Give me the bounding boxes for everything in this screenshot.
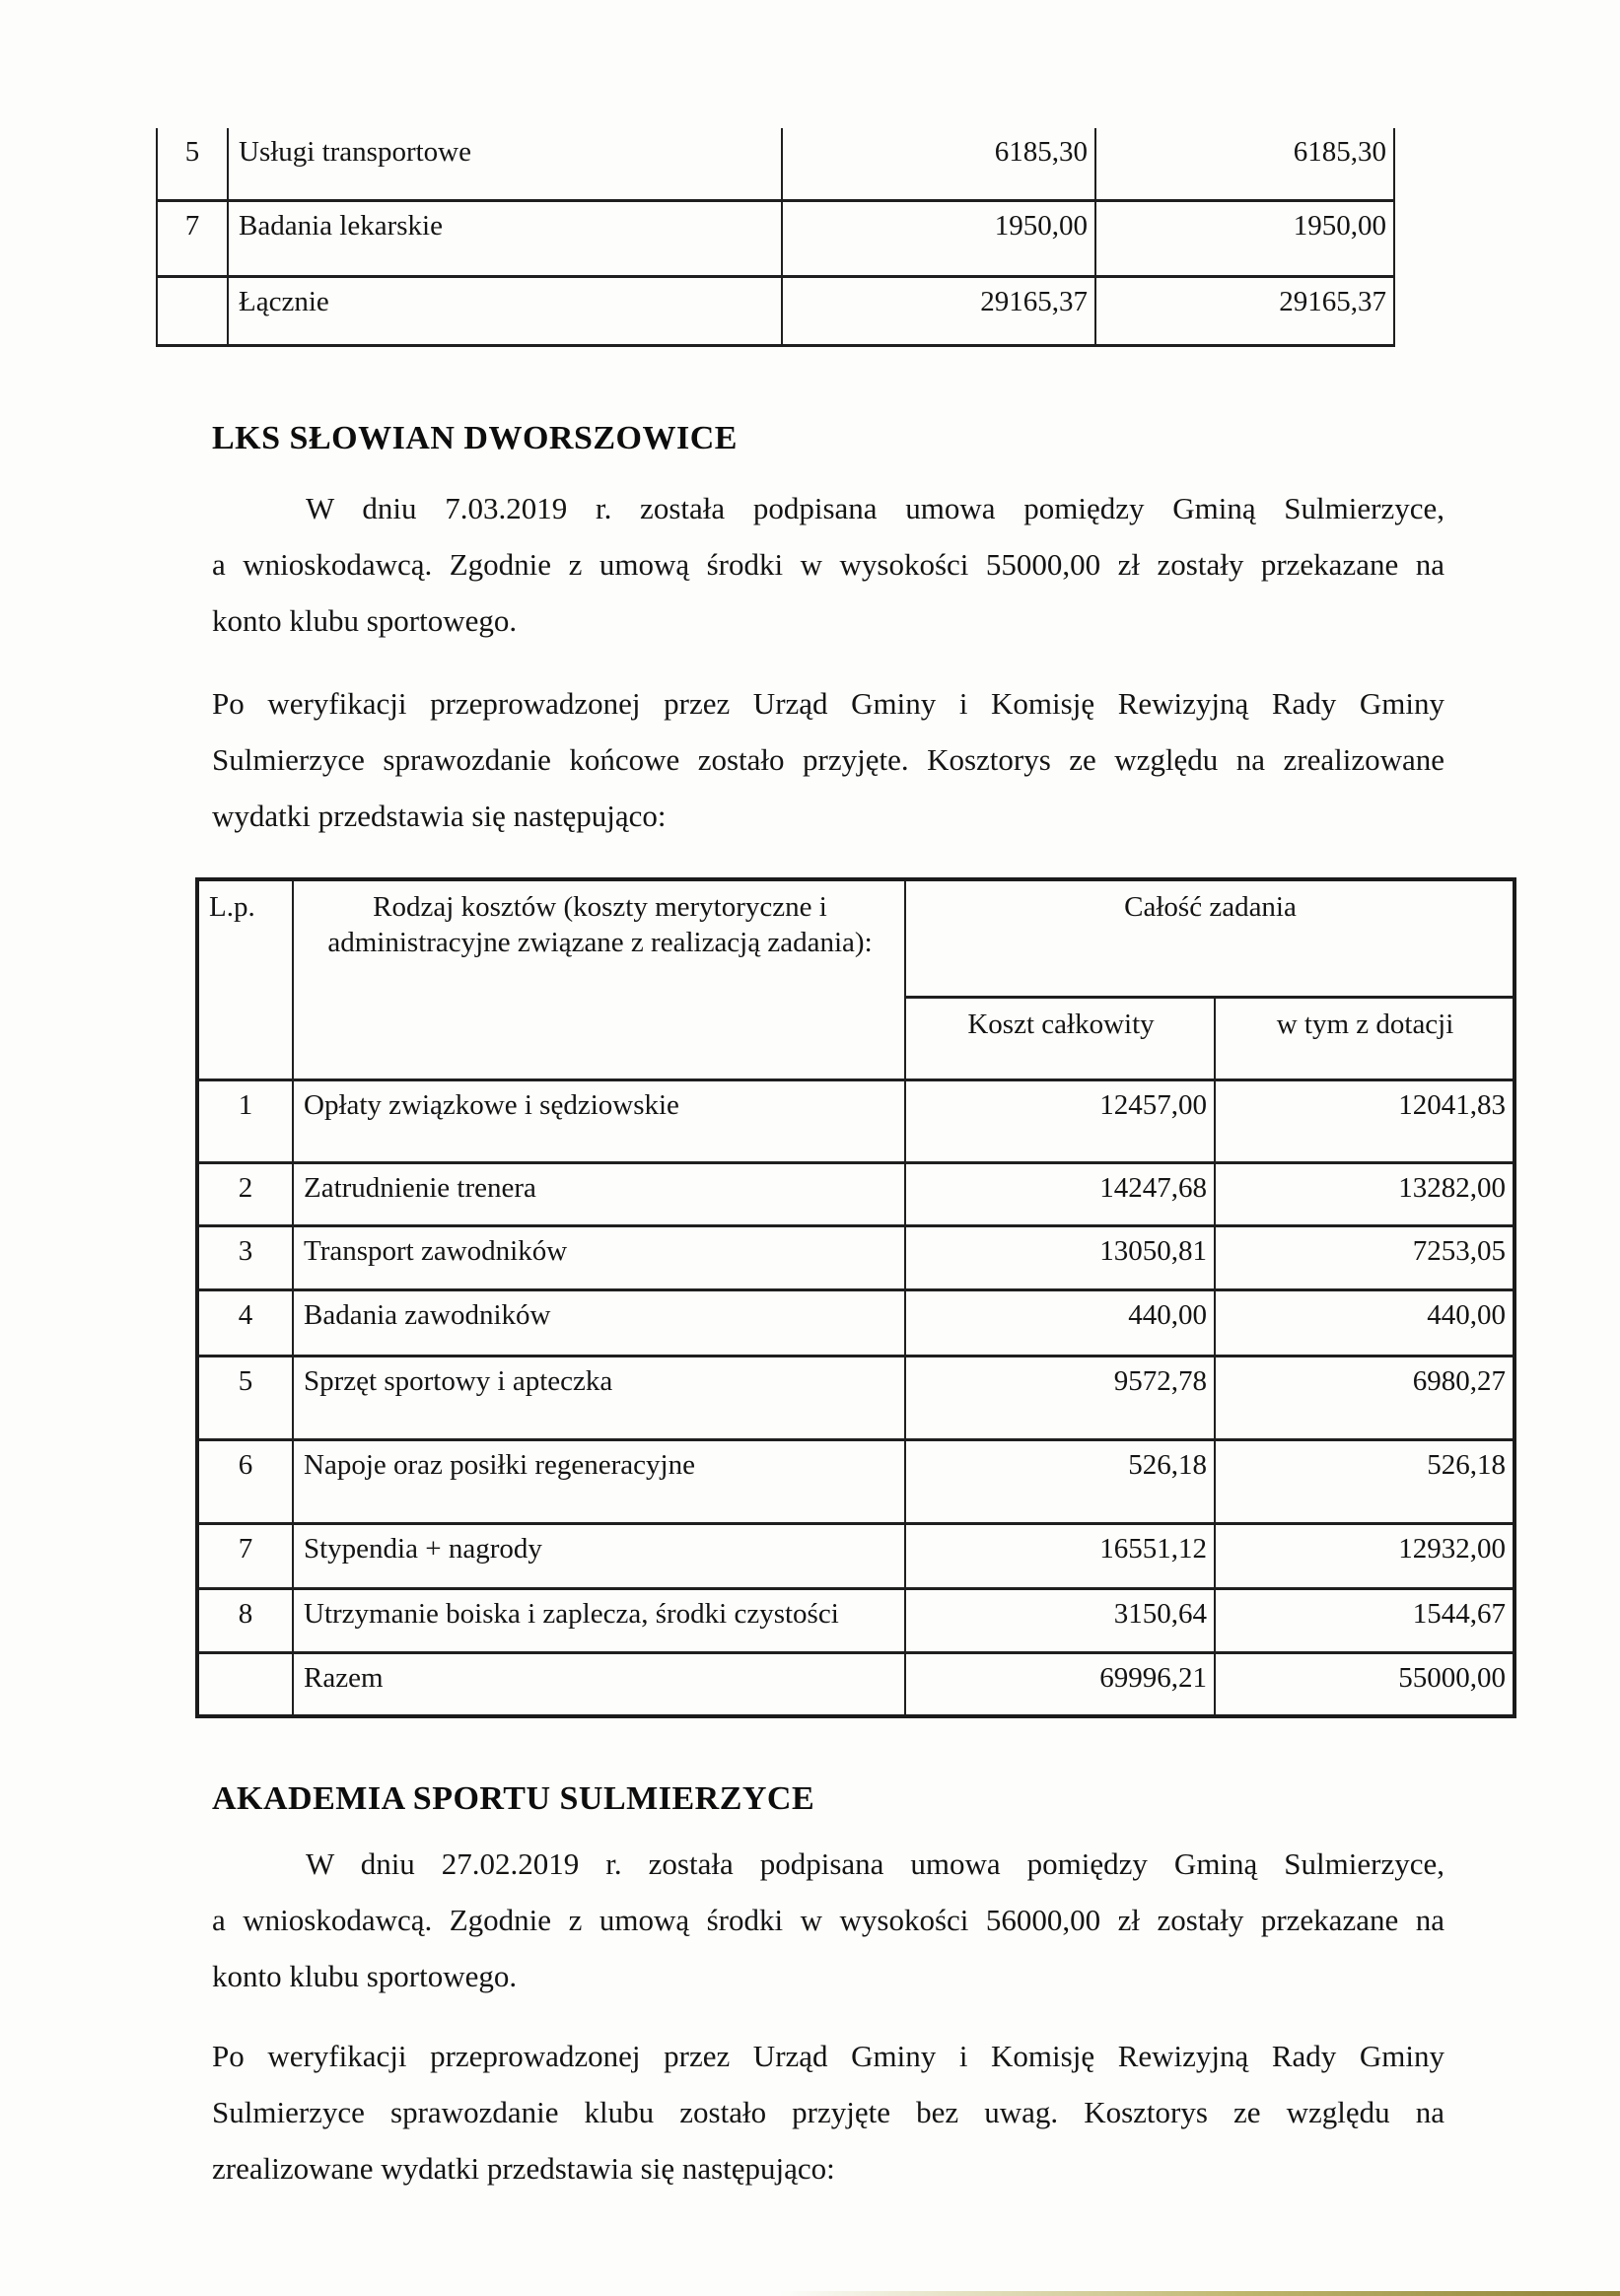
cost-label: Napoje oraz posiłki regeneracyjne — [293, 1440, 905, 1524]
cost-dotacja: 526,18 — [1215, 1440, 1514, 1524]
cost-label: Sprzęt sportowy i apteczka — [293, 1357, 905, 1440]
cost-dotacja: 7253,05 — [1215, 1226, 1514, 1290]
header-w-tym-z-dotacji: w tym z dotacji — [1215, 998, 1514, 1080]
cost-dotacja: 12932,00 — [1215, 1524, 1514, 1589]
header-group-calosc-zadania: Całość zadania — [905, 879, 1514, 998]
table-row — [197, 1163, 1514, 1226]
cost-label: Badania lekarskie — [228, 200, 782, 276]
cost-dotacja: 29165,37 — [1095, 276, 1394, 345]
cost-label: Stypendia + nagrody — [293, 1524, 905, 1589]
row-number: 6 — [197, 1440, 293, 1524]
cost-label: Utrzymanie boiska i zaplecza, środki czystości — [293, 1589, 905, 1653]
continued-cost-table — [156, 128, 1395, 347]
cost-label: Zatrudnienie trenera — [293, 1163, 905, 1226]
cost-total: 69996,21 — [905, 1653, 1215, 1716]
cost-estimate-table-grid — [195, 877, 1516, 1718]
cost-total: 526,18 — [905, 1440, 1215, 1524]
cost-total: 29165,37 — [782, 276, 1095, 345]
table-row-total — [157, 276, 1394, 345]
table-row — [197, 1440, 1514, 1524]
table-header-row — [197, 879, 1514, 998]
cost-total: 16551,12 — [905, 1524, 1215, 1589]
table-row — [197, 1226, 1514, 1290]
table-row — [157, 200, 1394, 276]
table-row — [197, 1524, 1514, 1589]
cost-dotacja: 55000,00 — [1215, 1653, 1514, 1716]
continued-cost-table-grid — [156, 128, 1395, 347]
paragraph-line: konto klubu sportowego. — [212, 603, 518, 638]
row-number: 5 — [197, 1357, 293, 1440]
row-number: 5 — [157, 128, 228, 200]
section-heading-akademia-sportu: AKADEMIA SPORTU SULMIERZYCE — [212, 1780, 815, 1817]
cost-label: Razem — [293, 1653, 905, 1716]
cost-label: Łącznie — [228, 276, 782, 345]
cost-total: 9572,78 — [905, 1357, 1215, 1440]
row-number: 1 — [197, 1080, 293, 1163]
cost-dotacja: 1544,67 — [1215, 1589, 1514, 1653]
cost-label: Badania zawodników — [293, 1290, 905, 1357]
paragraph-agreement-1 — [212, 480, 1444, 649]
paragraph-line: Po weryfikacji przeprowadzonej przez Urząd Gminy i Komisję Rewizyjną Rady Gminy — [212, 2039, 1444, 2073]
cost-dotacja: 440,00 — [1215, 1290, 1514, 1357]
row-number: 7 — [197, 1524, 293, 1589]
row-number: 2 — [197, 1163, 293, 1226]
table-row — [197, 1589, 1514, 1653]
paragraph-line: Sulmierzyce sprawozdanie klubu zostało przyjęte bez uwag. Kosztorys ze względu na — [212, 2095, 1444, 2129]
cost-total: 3150,64 — [905, 1589, 1215, 1653]
cost-dotacja: 12041,83 — [1215, 1080, 1514, 1163]
paragraph-line: a wnioskodawcą. Zgodnie z umową środki w wysokości 56000,00 zł zostały przekazane na — [212, 1903, 1444, 1937]
table-row — [157, 128, 1394, 200]
row-number: 7 — [157, 200, 228, 276]
paragraph-line: Sulmierzyce sprawozdanie końcowe zostało przyjęte. Kosztorys ze względu na zrealizowane — [212, 742, 1444, 777]
cost-dotacja: 6185,30 — [1095, 128, 1394, 200]
paragraph-line: a wnioskodawcą. Zgodnie z umową środki w wysokości 55000,00 zł zostały przekazane na — [212, 547, 1444, 582]
cost-label: Usługi transportowe — [228, 128, 782, 200]
header-lp: L.p. — [197, 879, 293, 1080]
cost-dotacja: 13282,00 — [1215, 1163, 1514, 1226]
cost-label: Transport zawodników — [293, 1226, 905, 1290]
scan-artifact-strip — [779, 2291, 1620, 2296]
cost-label: Opłaty związkowe i sędziowskie — [293, 1080, 905, 1163]
cost-total: 440,00 — [905, 1290, 1215, 1357]
paragraph-verification-1 — [212, 675, 1444, 844]
paragraph-line: W dniu 7.03.2019 r. została podpisana umowa pomiędzy Gminą Sulmierzyce, — [306, 491, 1444, 525]
row-number: 8 — [197, 1589, 293, 1653]
cost-dotacja: 1950,00 — [1095, 200, 1394, 276]
section-heading-lks-slowian: LKS SŁOWIAN DWORSZOWICE — [212, 420, 738, 456]
table-row — [197, 1357, 1514, 1440]
cost-dotacja: 6980,27 — [1215, 1357, 1514, 1440]
table-row — [197, 1080, 1514, 1163]
row-number — [157, 276, 228, 345]
cost-total: 6185,30 — [782, 128, 1095, 200]
paragraph-line: W dniu 27.02.2019 r. została podpisana umowa pomiędzy Gminą Sulmierzyce, — [306, 1846, 1444, 1881]
paragraph-line: wydatki przedstawia się następująco: — [212, 799, 667, 833]
cost-total: 14247,68 — [905, 1163, 1215, 1226]
row-number — [197, 1653, 293, 1716]
paragraph-line: konto klubu sportowego. — [212, 1959, 518, 1993]
paragraph-agreement-2 — [212, 1836, 1444, 2004]
paragraph-line: zrealizowane wydatki przedstawia się następująco: — [212, 2151, 835, 2186]
paragraph-line: Po weryfikacji przeprowadzonej przez Urząd Gminy i Komisję Rewizyjną Rady Gminy — [212, 686, 1444, 721]
row-number: 3 — [197, 1226, 293, 1290]
cost-total: 12457,00 — [905, 1080, 1215, 1163]
table-row — [197, 1290, 1514, 1357]
table-row-total — [197, 1653, 1514, 1716]
cost-total: 13050,81 — [905, 1226, 1215, 1290]
row-number: 4 — [197, 1290, 293, 1357]
header-kind: Rodzaj kosztów (koszty merytoryczne i administracyjne związane z realizacją zadania): — [293, 879, 905, 1080]
cost-total: 1950,00 — [782, 200, 1095, 276]
header-koszt-calkowity: Koszt całkowity — [905, 998, 1215, 1080]
cost-estimate-table — [195, 877, 1516, 1718]
paragraph-verification-2 — [212, 2028, 1444, 2196]
